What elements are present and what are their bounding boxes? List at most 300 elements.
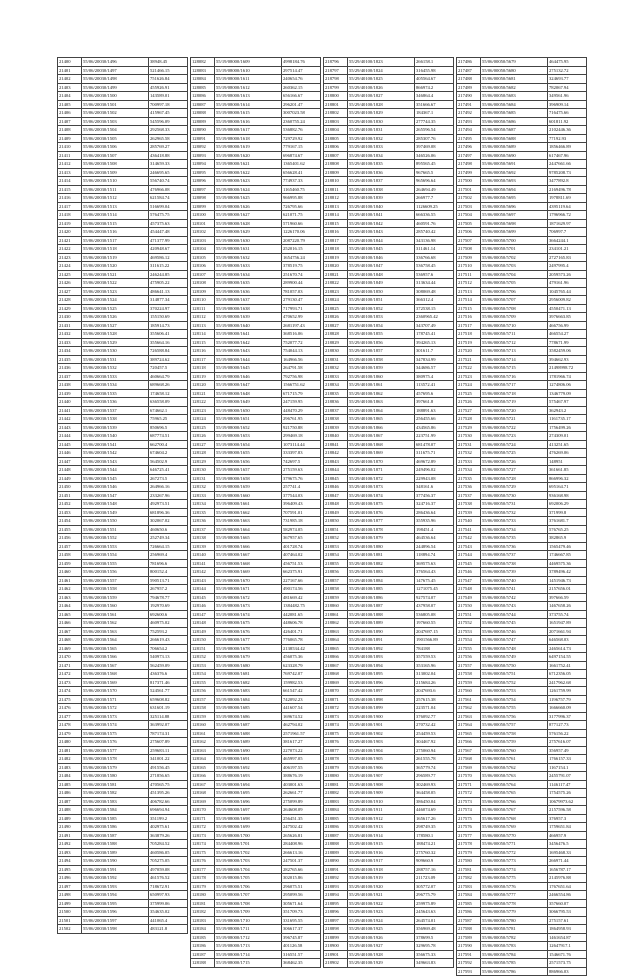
row-code: 55/06/00050/5729	[481, 483, 548, 492]
table-row	[457, 525, 587, 534]
row-code: 55/19/08000/1643	[215, 347, 282, 356]
row-id: 21426	[58, 279, 82, 288]
table-row	[457, 202, 587, 211]
row-id: 128094	[191, 160, 215, 169]
table-row	[324, 559, 454, 568]
row-id: 217502	[457, 194, 481, 203]
row-code: 55/29/40100/1928	[348, 950, 415, 959]
row-code: 55/29/40100/1831	[348, 126, 415, 135]
table-row	[324, 75, 454, 84]
table-row	[58, 262, 188, 271]
row-id: 21413	[58, 168, 82, 177]
row-id: 218828	[324, 330, 348, 339]
row-code: 55/06/00050/5751	[481, 670, 548, 679]
table-row	[324, 644, 454, 653]
row-code: 55/06/00050/5703	[481, 262, 548, 271]
row-code: 55/06/20030/1509	[82, 168, 149, 177]
row-amount: 4998184.76	[282, 58, 321, 67]
row-amount: 536882.76	[282, 126, 321, 135]
row-amount: 405564.67	[415, 75, 454, 84]
row-id: 128132	[191, 483, 215, 492]
row-amount: 769742.07	[282, 670, 321, 679]
table-row	[58, 865, 188, 874]
row-amount: 2360965.42	[415, 313, 454, 322]
row-code: 55/29/40100/1829	[348, 109, 415, 118]
table-row	[58, 874, 188, 883]
row-code: 55/29/40100/1838	[348, 185, 415, 194]
row-id: 21404	[58, 92, 82, 101]
table-row	[191, 857, 321, 866]
row-amount: 262965.58	[149, 134, 188, 143]
row-id: 218802	[324, 109, 348, 118]
row-code: 55/06/20030/1584	[82, 806, 149, 815]
row-id: 218832	[324, 364, 348, 373]
row-amount: 576475.75	[149, 211, 188, 220]
row-amount: 159982.53	[282, 678, 321, 687]
table-row	[58, 772, 188, 781]
table-row	[191, 185, 321, 194]
row-amount: 692006.29	[548, 500, 587, 509]
row-id: 217544	[457, 551, 481, 560]
row-amount: 441065.4	[149, 916, 188, 925]
row-code: 55/06/20030/1594	[82, 891, 149, 900]
row-amount: 379675.76	[282, 474, 321, 483]
table-row	[457, 925, 587, 934]
table-row	[58, 194, 188, 203]
row-id: 128174	[191, 840, 215, 849]
table-row	[58, 185, 188, 194]
row-id: 217572	[457, 789, 481, 798]
row-code: 55/19/08000/1676	[215, 627, 282, 636]
row-amount: 349663.83	[415, 959, 454, 968]
row-id: 21494	[58, 857, 82, 866]
row-amount: 234101.21	[548, 245, 587, 254]
row-amount: 244896.54	[415, 542, 454, 551]
row-id: 218835	[324, 389, 348, 398]
row-amount: 264574.01	[415, 916, 454, 925]
table-row	[457, 627, 587, 636]
row-id: 21432	[58, 330, 82, 339]
row-amount: 378699.5	[415, 933, 454, 942]
row-id: 218847	[324, 491, 348, 500]
table-row	[58, 432, 188, 441]
row-amount: 4395119.64	[548, 202, 587, 211]
table-row	[58, 568, 188, 577]
row-code: 55/29/40100/1842	[348, 219, 415, 228]
row-amount: 368462.35	[282, 959, 321, 968]
table-row	[191, 92, 321, 101]
row-code: 55/06/00050/5785	[481, 959, 548, 968]
row-amount: 185914.73	[149, 321, 188, 330]
row-amount: 6712356.05	[548, 670, 587, 679]
row-amount: 397469.08	[415, 143, 454, 152]
row-id: 218888	[324, 840, 348, 849]
table-row	[58, 143, 188, 152]
row-id: 218894	[324, 891, 348, 900]
row-code: 55/06/20030/1512	[82, 194, 149, 203]
row-id: 128092	[191, 143, 215, 152]
table-row	[191, 729, 321, 738]
table-row	[191, 177, 321, 186]
row-code: 55/19/08000/1674	[215, 610, 282, 619]
row-id: 128155	[191, 678, 215, 687]
row-code: 55/06/00050/5747	[481, 636, 548, 645]
row-amount: 357660.07	[548, 899, 587, 908]
row-code: 55/06/20030/1571	[82, 695, 149, 704]
table-row	[191, 950, 321, 959]
row-code: 55/06/20030/1560	[82, 602, 149, 611]
row-code: 55/19/08000/1638	[215, 304, 282, 313]
row-id: 217528	[457, 415, 481, 424]
row-id: 21457	[58, 542, 82, 551]
row-amount: 260362.15	[282, 83, 321, 92]
table-row	[191, 942, 321, 951]
row-amount: 401126.58	[282, 942, 321, 951]
table-row	[58, 840, 188, 849]
table-row	[191, 678, 321, 687]
row-id: 217504	[457, 211, 481, 220]
row-code: 55/19/08000/1669	[215, 568, 282, 577]
row-code: 55/06/20030/1520	[82, 262, 149, 271]
row-code: 55/29/40100/1875	[348, 500, 415, 509]
row-id: 217579	[457, 848, 481, 857]
table-row	[58, 236, 188, 245]
row-amount: 1045765.44	[548, 287, 587, 296]
row-amount: 264608.09	[282, 806, 321, 815]
table-row	[58, 449, 188, 458]
row-id: 21422	[58, 245, 82, 254]
table-row	[324, 925, 454, 934]
row-amount: 413251.65	[548, 440, 587, 449]
table-row	[58, 763, 188, 772]
row-amount: 223571.04	[415, 704, 454, 713]
row-id: 218813	[324, 202, 348, 211]
table-row	[58, 117, 188, 126]
table-row	[457, 372, 587, 381]
table-row	[191, 619, 321, 628]
row-code: 55/06/00050/5705	[481, 279, 548, 288]
row-code: 55/29/40100/1836	[348, 168, 415, 177]
table-row	[58, 576, 188, 585]
table-row	[58, 245, 188, 254]
row-id: 218872	[324, 704, 348, 713]
row-id: 218886	[324, 823, 348, 832]
row-amount: 966995.88	[282, 194, 321, 203]
table-row	[457, 483, 587, 492]
row-amount: 562459.09	[149, 661, 188, 670]
row-code: 55/06/00050/5718	[481, 389, 548, 398]
row-amount: 382865.9	[548, 534, 587, 543]
row-id: 128098	[191, 194, 215, 203]
table-row	[457, 313, 587, 322]
row-code: 55/06/00050/5767	[481, 806, 548, 815]
row-amount: 1165460.75	[282, 185, 321, 194]
row-id: 21499	[58, 899, 82, 908]
table-row	[58, 653, 188, 662]
row-code: 55/29/40100/1840	[348, 202, 415, 211]
table-row	[324, 950, 454, 959]
table-row	[191, 432, 321, 441]
row-id: 218900	[324, 942, 348, 951]
row-amount: 536957.6	[415, 270, 454, 279]
row-amount: 1226170.06	[282, 228, 321, 237]
row-amount: 2571573.75	[548, 959, 587, 968]
table-row	[457, 381, 587, 390]
row-code: 55/06/20030/1511	[82, 185, 149, 194]
row-id: 128126	[191, 432, 215, 441]
row-code: 55/19/08000/1667	[215, 551, 282, 560]
table-row	[324, 678, 454, 687]
row-id: 217556	[457, 653, 481, 662]
row-code: 55/06/00050/5770	[481, 831, 548, 840]
row-code: 55/29/40100/1859	[348, 364, 415, 373]
table-row	[58, 466, 188, 475]
table-row	[58, 491, 188, 500]
row-code: 55/19/08000/1705	[215, 874, 282, 883]
row-code: 55/06/00050/5736	[481, 542, 548, 551]
row-id: 21498	[58, 891, 82, 900]
row-code: 55/29/40100/1924	[348, 916, 415, 925]
table-row	[324, 92, 454, 101]
row-amount: 223751.99	[415, 432, 454, 441]
row-amount: 256969.4	[149, 551, 188, 560]
row-id: 128108	[191, 279, 215, 288]
table-row	[58, 440, 188, 449]
row-id: 218823	[324, 287, 348, 296]
row-id: 21440	[58, 398, 82, 407]
row-id: 21465	[58, 610, 82, 619]
row-code: 55/29/40100/1854	[348, 321, 415, 330]
row-code: 55/29/40100/1868	[348, 440, 415, 449]
row-amount: 266613.16	[282, 848, 321, 857]
table-row	[191, 338, 321, 347]
row-code: 55/06/00050/5716	[481, 372, 548, 381]
table-row	[324, 542, 454, 551]
row-id: 218865	[324, 644, 348, 653]
table-row	[191, 610, 321, 619]
row-amount: 2102446.36	[548, 126, 587, 135]
row-amount: 4550471.13	[548, 304, 587, 313]
row-code: 55/06/00050/5749	[481, 653, 548, 662]
table-row	[58, 908, 188, 917]
table-row	[191, 704, 321, 713]
row-code: 55/19/08000/1622	[215, 168, 282, 177]
table-row	[457, 245, 587, 254]
row-code: 55/06/20030/1591	[82, 865, 149, 874]
table-row	[324, 738, 454, 747]
table-row	[324, 763, 454, 772]
row-code: 55/29/40100/1860	[348, 372, 415, 381]
row-code: 55/19/08000/1655	[215, 449, 282, 458]
row-amount: 1161735.17	[548, 415, 587, 424]
row-code: 55/06/00050/5687	[481, 126, 548, 135]
row-code: 55/06/20030/1543	[82, 457, 149, 466]
row-id: 128137	[191, 525, 215, 534]
table-row	[58, 746, 188, 755]
row-id: 128150	[191, 636, 215, 645]
row-amount: 556740.74	[149, 177, 188, 186]
row-id: 128134	[191, 500, 215, 509]
row-id: 21456	[58, 534, 82, 543]
row-id: 128147	[191, 610, 215, 619]
row-id: 128182	[191, 908, 215, 917]
table-row	[457, 831, 587, 840]
row-code: 55/29/40100/1919	[348, 874, 415, 883]
table-row	[324, 381, 454, 390]
row-id: 217524	[457, 381, 481, 390]
row-id: 128158	[191, 704, 215, 713]
table-row	[457, 423, 587, 432]
row-id: 218842	[324, 449, 348, 458]
table-row	[324, 865, 454, 874]
row-amount: 356969.48	[415, 925, 454, 934]
row-amount: 265596.54	[415, 126, 454, 135]
row-code: 55/19/08000/1618	[215, 134, 282, 143]
row-id: 21474	[58, 687, 82, 696]
row-id: 21405	[58, 100, 82, 109]
table-row	[324, 100, 454, 109]
row-code: 55/19/08000/1614	[215, 100, 282, 109]
row-code: 55/06/00050/5769	[481, 823, 548, 832]
row-amount: 621584.74	[149, 194, 188, 203]
table-row	[191, 636, 321, 645]
row-id: 218881	[324, 780, 348, 789]
row-amount: 2447661.66	[548, 160, 587, 169]
row-code: 55/06/20030/1593	[82, 882, 149, 891]
table-row	[191, 848, 321, 857]
table-row	[457, 857, 587, 866]
row-code: 55/19/08000/1613	[215, 92, 282, 101]
row-id: 217514	[457, 296, 481, 305]
table-row	[457, 355, 587, 364]
table-row	[58, 177, 188, 186]
row-amount: 376564.43	[415, 568, 454, 577]
row-code: 55/06/20030/1582	[82, 789, 149, 798]
row-id: 128170	[191, 806, 215, 815]
table-row	[457, 177, 587, 186]
row-id: 217583	[457, 882, 481, 891]
row-id: 21430	[58, 313, 82, 322]
row-id: 21448	[58, 466, 82, 475]
row-amount: 2360755.24	[282, 117, 321, 126]
table-row	[191, 151, 321, 160]
table-row	[58, 738, 188, 747]
table-row	[457, 517, 587, 526]
table-row	[58, 636, 188, 645]
row-amount: 778671.99	[548, 338, 587, 347]
row-amount: 394662.93	[548, 355, 587, 364]
row-code: 55/29/40100/1837	[348, 177, 415, 186]
row-id: 128143	[191, 576, 215, 585]
row-id: 217541	[457, 525, 481, 534]
row-amount: 9785208.73	[548, 168, 587, 177]
row-code: 55/06/00050/5738	[481, 559, 548, 568]
row-code: 55/06/00050/5711	[481, 330, 548, 339]
row-code: 55/06/20030/1574	[82, 721, 149, 730]
row-amount: 274309.01	[548, 432, 587, 441]
row-code: 55/19/08000/1689	[215, 738, 282, 747]
row-code: 55/06/20030/1575	[82, 729, 149, 738]
row-id: 217575	[457, 814, 481, 823]
table-row	[324, 185, 454, 194]
row-id: 128084	[191, 75, 215, 84]
row-id: 128144	[191, 585, 215, 594]
row-amount: 448470.29	[282, 406, 321, 415]
table-row	[457, 279, 587, 288]
row-id: 218826	[324, 313, 348, 322]
row-id: 21437	[58, 372, 82, 381]
table-row	[58, 58, 188, 67]
row-amount: 2157656.01	[548, 585, 587, 594]
row-amount: 3456476.5	[548, 840, 587, 849]
row-id: 217492	[457, 109, 481, 118]
row-amount: 3066795.53	[548, 908, 587, 917]
row-id: 217587	[457, 916, 481, 925]
row-id: 218885	[324, 814, 348, 823]
row-code: 55/29/40100/1905	[348, 755, 415, 764]
row-code: 55/06/00050/5690	[481, 151, 548, 160]
row-id: 217582	[457, 874, 481, 883]
row-code: 55/29/40100/1909	[348, 789, 415, 798]
row-amount: 331695.55	[282, 916, 321, 925]
row-amount: 259683.11	[149, 746, 188, 755]
row-code: 55/06/00050/5759	[481, 738, 548, 747]
row-amount: 371999.8	[548, 508, 587, 517]
table-row	[457, 746, 587, 755]
row-amount: 240654.76	[282, 75, 321, 84]
row-id: 128169	[191, 797, 215, 806]
table-row	[324, 109, 454, 118]
row-id: 21442	[58, 415, 82, 424]
row-id: 218851	[324, 525, 348, 534]
row-amount: 674604.2	[149, 449, 188, 458]
row-id: 217533	[457, 457, 481, 466]
row-code: 55/06/00050/5727	[481, 466, 548, 475]
row-id: 217487	[457, 66, 481, 75]
row-amount: 545596.09	[149, 117, 188, 126]
table-row	[58, 687, 188, 696]
row-code: 55/06/00050/5746	[481, 627, 548, 636]
row-code: 55/19/08000/1653	[215, 432, 282, 441]
table-row	[324, 525, 454, 534]
table-row	[457, 304, 587, 313]
row-id: 128128	[191, 449, 215, 458]
row-id: 217557	[457, 661, 481, 670]
row-amount: 1261759.99	[548, 687, 587, 696]
row-id: 21408	[58, 126, 82, 135]
row-id: 128161	[191, 729, 215, 738]
table-row	[324, 313, 454, 322]
row-amount: 681478.07	[415, 440, 454, 449]
row-amount: 521466.15	[149, 66, 188, 75]
table-row	[191, 559, 321, 568]
row-code: 55/19/08000/1666	[215, 542, 282, 551]
row-code: 55/06/20030/1552	[82, 534, 149, 543]
row-amount: 355664.16	[149, 338, 188, 347]
table-row	[58, 559, 188, 568]
row-code: 55/06/20030/1537	[82, 406, 149, 415]
table-row	[457, 823, 587, 832]
table-row	[324, 134, 454, 143]
row-code: 55/06/00050/5709	[481, 313, 548, 322]
table-row	[58, 338, 188, 347]
row-id: 128140	[191, 551, 215, 560]
row-code: 55/19/08000/1690	[215, 746, 282, 755]
table-row	[58, 500, 188, 509]
row-amount: 285740.42	[415, 228, 454, 237]
row-code: 55/19/08000/1629	[215, 228, 282, 237]
table-row	[324, 712, 454, 721]
